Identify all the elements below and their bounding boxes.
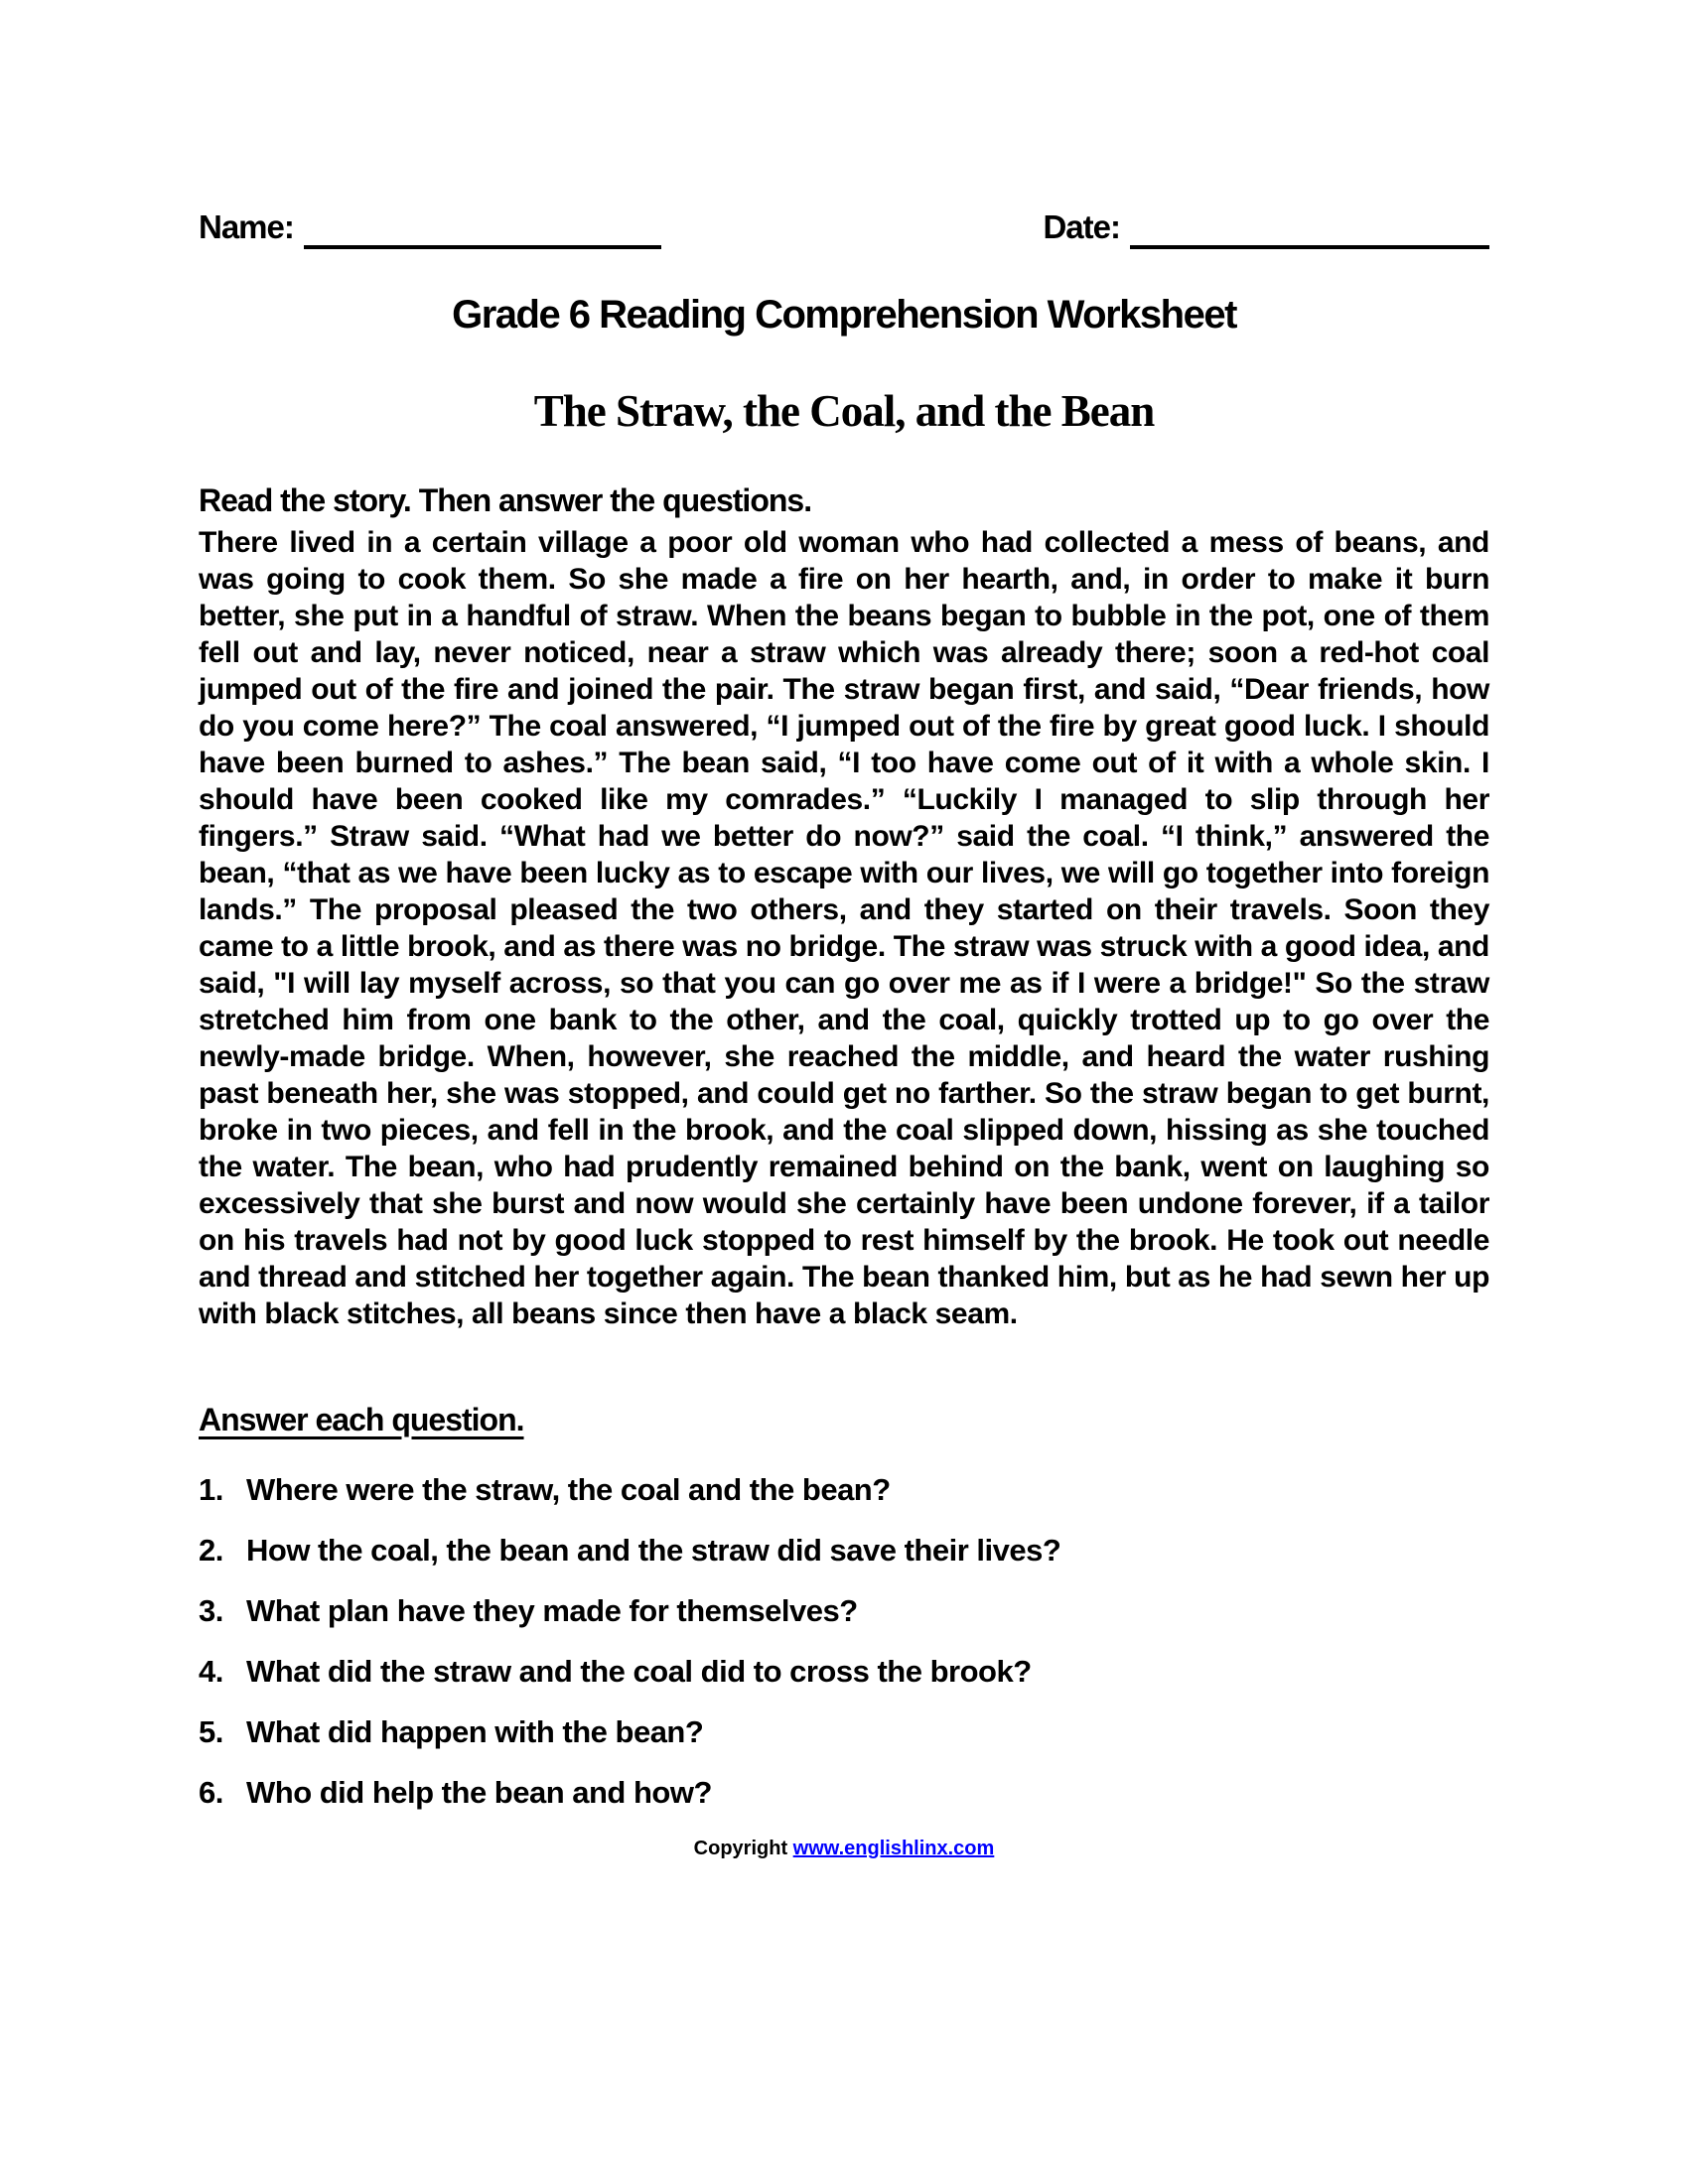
question-number: 1.: [199, 1472, 223, 1507]
question-list: [199, 1474, 1489, 1808]
question-text: What did the straw and the coal did to cross the brook?: [246, 1654, 1032, 1689]
question-number: 5.: [199, 1714, 223, 1749]
question-item-2: [199, 1535, 1489, 1566]
question-item-4: [199, 1656, 1489, 1687]
question-text: Where were the straw, the coal and the bean?: [246, 1472, 891, 1507]
question-item-6: [199, 1777, 1489, 1808]
copyright-label: Copyright: [693, 1838, 788, 1859]
question-number: 2.: [199, 1533, 223, 1568]
name-date-row: [199, 0, 1489, 249]
name-label: Name:: [199, 208, 294, 245]
question-text: How the coal, the bean and the straw did save their lives?: [246, 1533, 1061, 1568]
question-item-5: [199, 1716, 1489, 1747]
question-item-1: [199, 1474, 1489, 1505]
worksheet-title: Grade 6 Reading Comprehension Worksheet: [452, 293, 1236, 337]
question-item-3: [199, 1595, 1489, 1626]
date-blank-line: [1130, 211, 1489, 249]
story-title: The Straw, the Coal, and the Bean: [533, 386, 1155, 436]
copyright-link[interactable]: www.englishlinx.com: [792, 1838, 995, 1859]
date-field-group: [1043, 210, 1489, 249]
question-number: 4.: [199, 1654, 223, 1689]
date-label: Date:: [1043, 208, 1120, 245]
answer-section-heading: Answer each question.: [199, 1402, 524, 1437]
name-blank-line: [304, 211, 661, 249]
question-text: Who did help the bean and how?: [246, 1775, 712, 1810]
worksheet-page: [199, 0, 1489, 1860]
footer: [199, 1838, 1489, 1860]
name-field-group: [199, 210, 661, 249]
instructions-text: Read the story. Then answer the questions.: [199, 482, 812, 518]
story-paragraph: There lived in a certain village a poor old woman who had collected a mess of beans, and was going to cook them. So she made a fire on her hearth, and, in order to make it burn better, she put in a handful of straw. When the beans began to bubble in the pot, one of them fell out and lay, never noticed, near a straw which was already there; soon a red-hot coal jumped out of the fire and joined the pair. The straw began first, and said, “Dear friends, how do you come here?” The coal answered, “I jumped out of the fire by great good luck. I should have been burned to ashes.” The bean said, “I too have come out of it with a whole skin. I should have been cooked like my comrades.” “Luckily I managed to slip through her fingers.” Straw said. “What had we better do now?” said the coal. “I think,” answered the bean, “that as we have been lucky as to escape with our lives, we will go together into foreign lands.” The proposal pleased the two others, and they started on their travels. Soon they came to a little brook, and as there was no bridge. The straw was struck with a good idea, and said, "I will lay myself across, so that you can go over me as if I were a bridge!" So the straw stretched him from one bank to the other, and the coal, quickly trotted up to go over the newly-made bridge. When, however, she reached the middle, and heard the water rushing past beneath her, she was stopped, and could get no farther. So the straw began to get burnt, broke in two pieces, and fell in the brook, and the coal slipped down, hissing as she touched the water. The bean, who had prudently remained behind on the bank, went on laughing so excessively that she burst and now would she certainly have been undone forever, if a tailor on his travels had not by good luck stopped to rest himself by the brook. He took out needle and thread and stitched her together again. The bean thanked him, but as he had sewn her up with black stitches, all beans since then have a black seam.: [199, 526, 1489, 1330]
question-text: What did happen with the bean?: [246, 1714, 704, 1749]
question-number: 3.: [199, 1593, 223, 1628]
question-text: What plan have they made for themselves?: [246, 1593, 858, 1628]
question-number: 6.: [199, 1775, 223, 1810]
